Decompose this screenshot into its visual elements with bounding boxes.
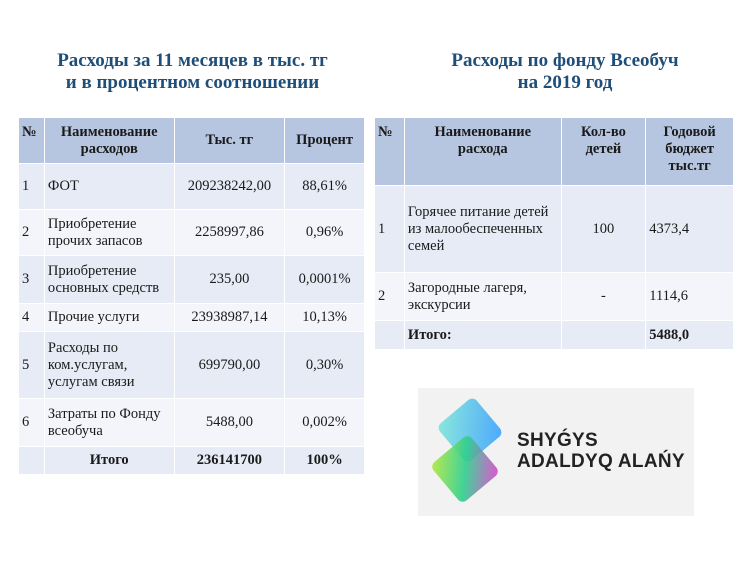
row-number: 1 <box>375 186 405 273</box>
row-percent: 0,0001% <box>285 256 365 304</box>
row-name: Горячее питание детей из малообеспеченных семей <box>404 186 561 273</box>
col-header-number: № <box>19 118 45 164</box>
row-percent: 0,96% <box>285 210 365 256</box>
row-percent: 88,61% <box>285 164 365 210</box>
row-number: 3 <box>19 256 45 304</box>
col-header-count: Кол-во детей <box>561 118 646 186</box>
table-total-row <box>375 321 734 350</box>
row-percent: 0,30% <box>285 332 365 399</box>
left-title-line1: Расходы за 11 месяцев в тыс. тг <box>57 50 328 71</box>
col-header-name: Наименование расхода <box>404 118 561 186</box>
table-row <box>19 164 365 210</box>
row-number: 2 <box>19 210 45 256</box>
row-amount: 209238242,00 <box>174 164 285 210</box>
total-label: Итого: <box>404 321 561 350</box>
table-row <box>19 210 365 256</box>
vseobuch-table <box>374 117 734 350</box>
row-amount: 2258997,86 <box>174 210 285 256</box>
right-title-line2: на 2019 год <box>517 72 613 93</box>
row-percent: 0,002% <box>285 399 365 447</box>
row-amount: 699790,00 <box>174 332 285 399</box>
logo <box>418 388 694 516</box>
logo-mark-icon <box>426 398 516 508</box>
table-row <box>19 332 365 399</box>
row-count: 100 <box>561 186 646 273</box>
col-header-name: Наименование расходов <box>44 118 174 164</box>
right-title <box>390 50 740 94</box>
table-row <box>19 256 365 304</box>
row-name: Расходы по ком.услугам, услугам связи <box>44 332 174 399</box>
row-amount: 235,00 <box>174 256 285 304</box>
table-row <box>375 273 734 321</box>
table-row <box>19 399 365 447</box>
row-name: Приобретение прочих запасов <box>44 210 174 256</box>
total-budget: 5488,0 <box>646 321 734 350</box>
row-amount: 23938987,14 <box>174 304 285 332</box>
left-title <box>20 50 365 94</box>
row-number: 5 <box>19 332 45 399</box>
logo-text <box>517 430 685 472</box>
row-name: Прочие услуги <box>44 304 174 332</box>
table-row <box>375 186 734 273</box>
col-header-percent: Процент <box>285 118 365 164</box>
row-number: 1 <box>19 164 45 210</box>
row-number: 6 <box>19 399 45 447</box>
total-amount: 236141700 <box>174 447 285 475</box>
row-percent: 10,13% <box>285 304 365 332</box>
right-title-line1: Расходы по фонду Всеобуч <box>451 50 679 71</box>
expenses-table <box>18 117 365 475</box>
row-amount: 5488,00 <box>174 399 285 447</box>
col-header-number: № <box>375 118 405 186</box>
row-count: - <box>561 273 646 321</box>
row-budget: 1114,6 <box>646 273 734 321</box>
row-number: 2 <box>375 273 405 321</box>
col-header-amount: Тыс. тг <box>174 118 285 164</box>
logo-line1: SHYǴYS <box>517 430 598 451</box>
table-total-row <box>19 447 365 475</box>
row-budget: 4373,4 <box>646 186 734 273</box>
row-name: Затраты по Фонду всеобуча <box>44 399 174 447</box>
total-percent: 100% <box>285 447 365 475</box>
total-count <box>561 321 646 350</box>
row-name: Загородные лагеря, экскурсии <box>404 273 561 321</box>
row-name: Приобретение основных средств <box>44 256 174 304</box>
total-label: Итого <box>44 447 174 475</box>
row-name: ФОТ <box>44 164 174 210</box>
row-number: 4 <box>19 304 45 332</box>
logo-line2: ADALDYQ ALAŃY <box>517 451 685 472</box>
col-header-budget: Годовой бюджет тыс.тг <box>646 118 734 186</box>
left-title-line2: и в процентном соотношении <box>65 72 320 93</box>
table-row <box>19 304 365 332</box>
